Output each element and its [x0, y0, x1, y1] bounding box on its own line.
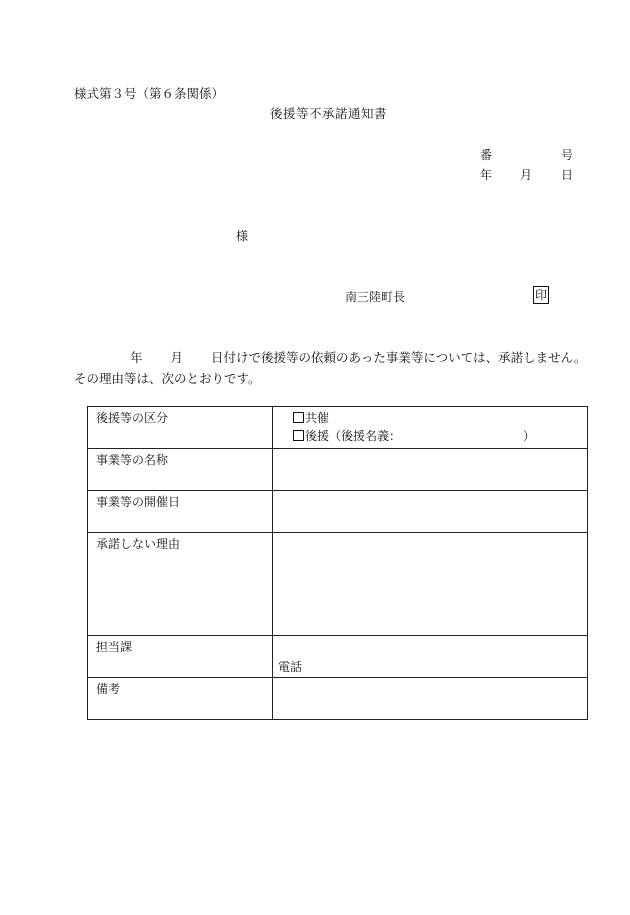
phone-label: 電話	[278, 660, 303, 674]
support-option[interactable]	[293, 427, 579, 445]
event-name-label: 事業等の名称	[88, 449, 273, 491]
table-row	[88, 533, 588, 636]
seal-mark: 印	[535, 288, 548, 302]
support-type-options	[273, 407, 588, 449]
table-row	[88, 678, 588, 720]
reference-number-suffix: 号	[561, 148, 574, 162]
body-month-label: 月	[170, 350, 184, 365]
date-day-label: 日	[561, 168, 574, 182]
remarks-field[interactable]	[273, 678, 588, 720]
cosponsor-checkbox[interactable]	[293, 412, 304, 423]
rejection-reason-field[interactable]	[273, 533, 588, 636]
document-title: 後援等不承諾通知書	[270, 106, 388, 121]
body-year-label: 年	[130, 350, 143, 365]
support-type-label: 後援等の区分	[88, 407, 273, 449]
department-field[interactable]	[273, 636, 588, 678]
cosponsor-option[interactable]	[293, 409, 579, 427]
cosponsor-label: 共催	[305, 411, 330, 425]
department-label-text: 担当課	[96, 640, 133, 654]
date-year-label: 年	[480, 168, 493, 182]
event-date-field[interactable]	[273, 491, 588, 533]
event-name-field[interactable]	[273, 449, 588, 491]
support-label: 後援（後援名義：	[305, 429, 402, 443]
date-month-label: 月	[520, 168, 533, 182]
table-row	[88, 491, 588, 533]
department-label	[88, 636, 303, 678]
body-text-rest: 日付けで後援等の依頼のあった事業等については、承諾しません。その理由等は、次のとおりです。	[74, 350, 587, 386]
rejection-reason-label: 承諾しない理由	[88, 533, 273, 636]
reference-number-label: 番	[480, 148, 493, 162]
event-date-label: 事業等の開催日	[88, 491, 273, 533]
issuer-name: 南三陸町長	[345, 290, 406, 304]
support-checkbox[interactable]	[293, 430, 304, 441]
table-row	[88, 407, 588, 449]
remarks-label: 備考	[88, 678, 273, 720]
table-row	[88, 449, 588, 491]
addressee-honorific: 様	[236, 229, 249, 243]
info-table	[87, 406, 588, 720]
notice-body	[74, 347, 590, 389]
support-label-close: ）	[523, 429, 536, 443]
table-row	[88, 636, 588, 678]
form-number: 様式第３号（第６条関係）	[74, 86, 225, 101]
